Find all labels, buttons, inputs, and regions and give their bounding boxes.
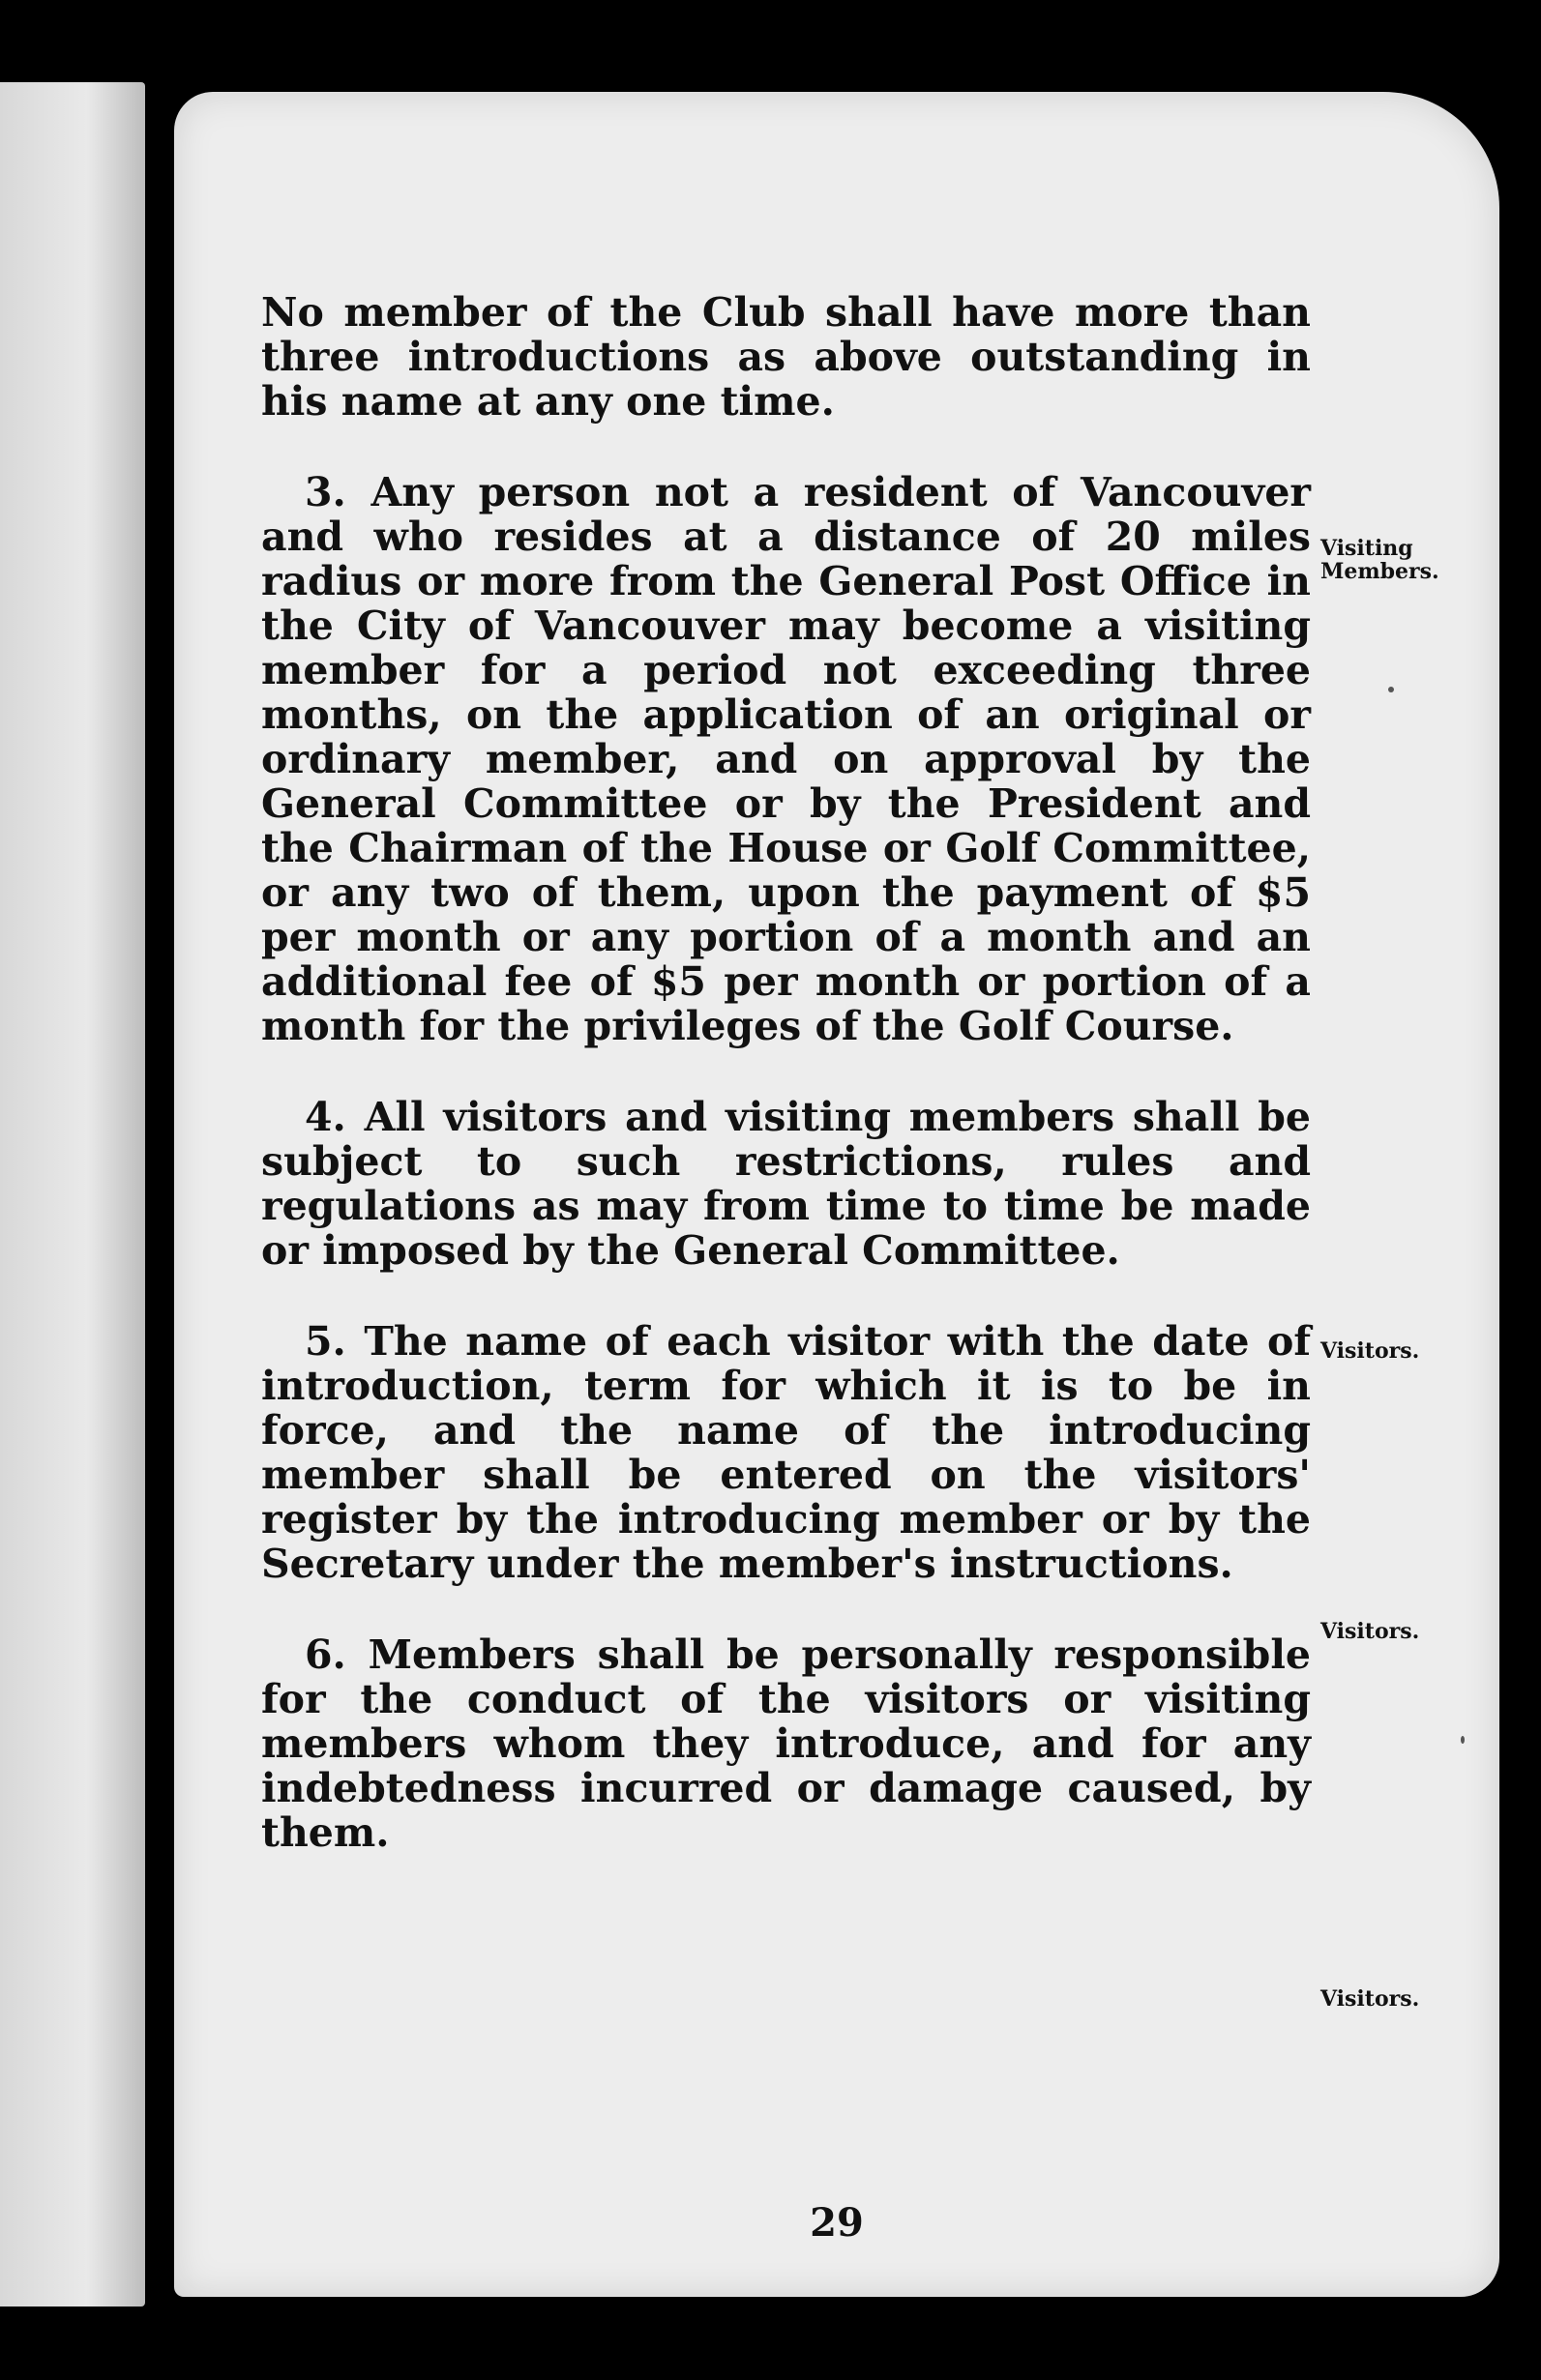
page-number: 29: [810, 2200, 864, 2246]
margin-note-visitors-4: Visitors.: [1320, 1338, 1420, 1364]
paper-speck: [1461, 1736, 1465, 1744]
paragraph-introductions-limit: No member of the Club shall have more than three introductions as above outstanding in his name at any one time.: [261, 289, 1311, 425]
paragraph-5-visitor-register: 5. The name of each visitor with the date of introduction, term for which it is to be in force, and the name of the introducing member shall be entered on the visitors' register by the introducing member or by the Secretary under the member's instructions.: [261, 1318, 1311, 1587]
paragraph-3-visiting-members: 3. Any person not a resident of Vancouver and who resides at a distance of 20 miles radius or more from the General Post Office in the City of Vancouver may become a visiting member for a period not exceeding three months, on the application of an original or ordinary member, and on approval by the General Committee or by the President and the Chairman of the House or Golf Committee, or any two of them, upon the payment of $5 per month or any portion of a month and an additional fee of $5 per month or portion of a month for the privileges of the Golf Course.: [261, 469, 1311, 1049]
paragraph-6-member-responsibility: 6. Members shall be personally responsible for the conduct of the visitors or visiting members whom they introduce, and for any indebtedness incurred or damage caused, by them.: [261, 1631, 1311, 1856]
paper-speck: [1388, 687, 1394, 692]
body-text: [261, 290, 1311, 1901]
paragraph-4-visitor-restrictions: 4. All visitors and visiting members shall be subject to such restrictions, rules and regulations as may from time to time be made or imposed by the General Committee.: [261, 1094, 1311, 1274]
margin-note-visitors-5: Visitors.: [1320, 1619, 1420, 1644]
book-page: [174, 92, 1499, 2297]
margin-note-visitors-6: Visitors.: [1320, 1986, 1420, 2012]
facing-page-edge: [0, 82, 145, 2307]
margin-note-visiting-members: Visiting Members.: [1320, 536, 1439, 584]
